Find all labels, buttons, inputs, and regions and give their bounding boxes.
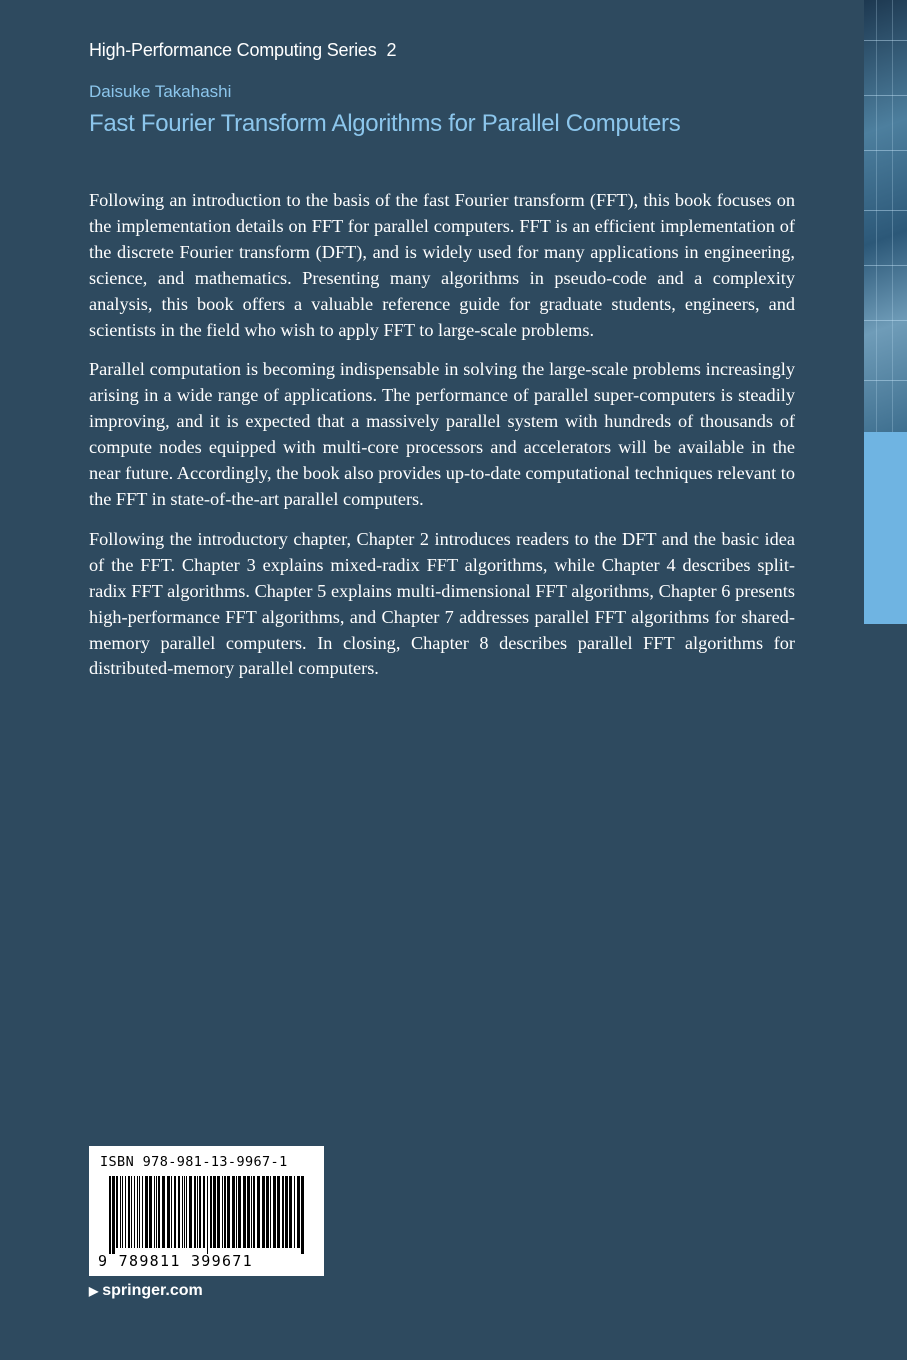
barcode-bar — [282, 1176, 284, 1248]
barcode-bar — [186, 1176, 187, 1248]
barcode-bar — [251, 1176, 252, 1248]
barcode-bar — [224, 1176, 226, 1248]
series-title — [89, 40, 396, 61]
series-name: High-Performance Computing Series — [89, 40, 377, 60]
barcode-bar — [128, 1176, 130, 1248]
blurb-paragraph-1: Following an introduction to the basis of the fast Fourier transform (FFT), this book focuses on the implementation details on FFT for parallel computers. FFT is an efficient implementation of the discrete Fourier transform (DFT), and is widely used for many applications in engineering, science, and mathematics. Presenting many algorithms in pseudo-code and a complexity analysis, this book offers a valuable reference guide for graduate students, engineers, and scientists in the field who wish to apply FFT to large-scale problems. — [89, 190, 795, 340]
barcode-bar — [213, 1176, 216, 1248]
barcode-bar — [158, 1176, 160, 1248]
barcode-bar — [203, 1176, 205, 1248]
series-number: 2 — [386, 40, 397, 60]
barcode-bar — [262, 1176, 265, 1248]
blurb-paragraph-3: Following the introductory chapter, Chapter 2 introduces readers to the DFT and the basic idea of the FFT. Chapter 3 explains mixed-radix FFT algorithms, while Chapter 4 describes split-radix FFT algorithms. Chapter 5 explains multi-dimensional FFT algorithms, Chapter 6 presents high-performance FFT algorithms, and Chapter 7 addresses parallel FFT algorithms for shared-memory parallel computers. In closing, Chapter 8 describes parallel FFT algorithms for distributed-memory parallel computers. — [89, 528, 795, 679]
barcode-bar — [194, 1176, 196, 1248]
author-name: Daisuke Takahashi — [89, 82, 232, 101]
barcode-bar — [301, 1176, 304, 1254]
barcode-bar — [199, 1176, 201, 1248]
book-title: Fast Fourier Transform Algorithms for Parallel Computers — [89, 110, 681, 137]
barcode-bar — [232, 1176, 235, 1248]
barcode-bars — [109, 1176, 305, 1254]
arrow-icon: ▶ — [89, 1284, 99, 1298]
barcode-bar — [139, 1176, 140, 1248]
barcode-bar — [122, 1176, 123, 1248]
barcode-bar — [238, 1176, 241, 1248]
barcode-bar — [174, 1176, 176, 1248]
isbn-barcode — [89, 1146, 324, 1276]
barcode-bar — [112, 1176, 115, 1254]
cover-photo-strip — [864, 0, 907, 432]
barcode-bar — [236, 1176, 237, 1248]
barcode-bar — [189, 1176, 192, 1248]
barcode-bar — [297, 1176, 300, 1248]
blurb — [89, 188, 795, 696]
barcode-bar — [125, 1176, 126, 1248]
barcode-bar — [154, 1176, 155, 1248]
barcode-bar — [156, 1176, 157, 1248]
barcode-bar — [145, 1176, 148, 1248]
barcode-bar — [207, 1176, 208, 1254]
barcode-bar — [266, 1176, 269, 1248]
barcode-bar — [137, 1176, 138, 1248]
barcode-bar — [109, 1176, 111, 1254]
barcode-bar — [197, 1176, 198, 1248]
barcode-bar — [257, 1176, 260, 1248]
blurb-paragraph-2: Parallel computation is becoming indispensable in solving the large-scale problems increasingly arising in a wide range of applications. The performance of parallel super-computers is steadily improving, and it is expected that a massively parallel system with hundreds of thousands of compute nodes equipped with multi-core processors and accelerators will be available in the near future. Accordingly, the book also provides up-to-date computational techniques relevant to the FFT in state-of-the-art parallel computers. — [89, 359, 795, 509]
barcode-bar — [210, 1176, 212, 1248]
barcode-bar — [184, 1176, 185, 1248]
barcode-bar — [289, 1176, 292, 1248]
isbn-label: ISBN 978-981-13-9967-1 — [100, 1154, 288, 1170]
barcode-bar — [253, 1176, 255, 1248]
barcode-bar — [285, 1176, 288, 1248]
barcode-digits: 9 789811 399671 — [98, 1252, 253, 1270]
barcode-bar — [222, 1176, 223, 1248]
barcode-bar — [116, 1176, 118, 1248]
barcode-bar — [142, 1176, 143, 1248]
barcode-bar — [171, 1176, 172, 1248]
barcode-bar — [131, 1176, 132, 1248]
barcode-bar — [227, 1176, 230, 1248]
barcode-bar — [270, 1176, 271, 1248]
barcode-bar — [277, 1176, 280, 1248]
barcode-bar — [120, 1176, 121, 1248]
barcode-bar — [178, 1176, 180, 1248]
blue-accent-strip — [864, 432, 907, 624]
barcode-bar — [134, 1176, 135, 1248]
barcode-bar — [162, 1176, 165, 1248]
barcode-bar — [243, 1176, 246, 1248]
barcode-bar — [247, 1176, 250, 1248]
barcode-bar — [217, 1176, 220, 1248]
barcode-bar — [273, 1176, 276, 1248]
barcode-bar — [294, 1176, 295, 1248]
barcode-bar — [149, 1176, 152, 1248]
barcode-bar — [167, 1176, 170, 1248]
barcode-bar — [182, 1176, 183, 1248]
publisher-url[interactable] — [89, 1282, 203, 1300]
publisher-url-text: springer.com — [102, 1282, 203, 1299]
